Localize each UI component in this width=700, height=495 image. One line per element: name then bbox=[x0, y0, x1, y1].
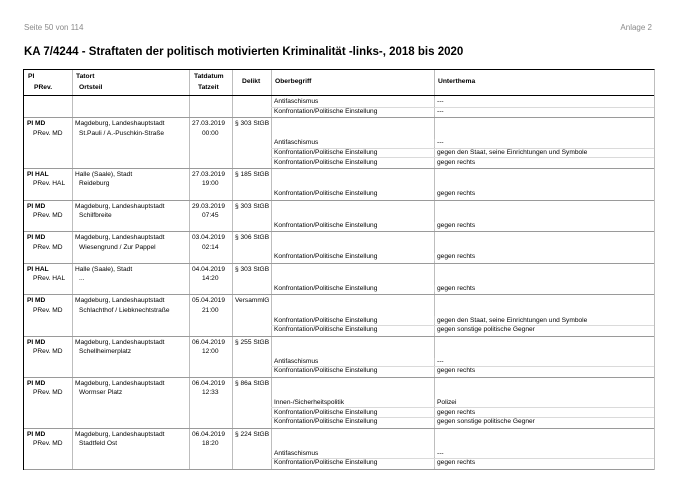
prev-cell: PRev. MD bbox=[33, 348, 63, 356]
tatzeit-cell: 18:20 bbox=[202, 440, 219, 448]
tatort-cell: Magdeburg, Landeshauptstadt bbox=[75, 297, 165, 305]
ortsteil-cell: Schlachthof / Liebknechtstraße bbox=[79, 306, 170, 314]
header-tatzeit: Tatzeit bbox=[198, 84, 219, 91]
unterthema-cell: gegen sonstige politische Gegner bbox=[437, 418, 535, 426]
tatzeit-cell: 19:00 bbox=[202, 180, 219, 188]
table-header bbox=[24, 70, 654, 96]
delikt-cell: § 255 StGB bbox=[235, 338, 270, 346]
delikt-cell: § 86a StGB bbox=[235, 379, 270, 387]
oberbegriff-cell: Konfrontation/Politische Einstellung bbox=[274, 221, 378, 229]
annex-label: Anlage 2 bbox=[620, 23, 652, 32]
header-oberbegriff: Oberbegriff bbox=[275, 78, 312, 85]
tatort-cell: Halle (Saale), Stadt bbox=[75, 265, 133, 273]
pi-cell: PI MD bbox=[27, 297, 46, 305]
tatdatum-cell: 27.03.2019 bbox=[192, 120, 226, 128]
table-row bbox=[24, 378, 654, 429]
pi-cell: PI MD bbox=[27, 234, 46, 242]
tatzeit-cell: 07:45 bbox=[202, 212, 219, 220]
table-row bbox=[24, 232, 654, 264]
unterthema-cell: gegen rechts bbox=[437, 221, 476, 229]
prev-cell: PRev. MD bbox=[33, 389, 63, 397]
tatdatum-cell: 29.03.2019 bbox=[192, 202, 226, 210]
tatdatum-cell: 27.03.2019 bbox=[192, 170, 226, 178]
unterthema-cell: gegen rechts bbox=[437, 459, 476, 467]
unterthema-cell: --- bbox=[437, 357, 444, 365]
delikt-cell: § 303 StGB bbox=[235, 120, 270, 128]
oberbegriff-cell: Konfrontation/Politische Einstellung bbox=[274, 316, 378, 324]
header-tatort: Tatort bbox=[76, 73, 95, 80]
oberbegriff-cell: Konfrontation/Politische Einstellung bbox=[274, 253, 378, 261]
table-row-continued bbox=[24, 96, 654, 118]
topic-row bbox=[271, 458, 654, 468]
pi-cell: PI MD bbox=[27, 338, 46, 346]
pi-cell: PI MD bbox=[27, 120, 46, 128]
oberbegriff-cell: Antifaschismus bbox=[274, 139, 319, 147]
tatort-cell: Magdeburg, Landeshauptstadt bbox=[75, 379, 165, 387]
unterthema-cell: gegen rechts bbox=[437, 284, 476, 292]
document-title: KA 7/4244 - Straftaten der politisch motivierten Kriminalität -links-, 2018 bis 2020 bbox=[24, 46, 464, 58]
prev-cell: PRev. MD bbox=[33, 243, 63, 251]
tatdatum-cell: 03.04.2019 bbox=[192, 234, 226, 242]
oberbegriff-cell: Antifaschismus bbox=[274, 98, 319, 106]
topic-row bbox=[271, 157, 654, 167]
table-row bbox=[24, 337, 654, 378]
pi-cell: PI MD bbox=[27, 430, 46, 438]
tatort-cell: Magdeburg, Landeshauptstadt bbox=[75, 430, 165, 438]
header-pi: PI bbox=[28, 73, 35, 80]
delikt-cell: § 303 StGB bbox=[235, 202, 270, 210]
header-unterthema: Unterthema bbox=[438, 78, 476, 85]
delikt-cell: VersammlG bbox=[235, 297, 270, 305]
prev-cell: PRev. HAL bbox=[33, 275, 66, 283]
unterthema-cell: gegen den Staat, seine Einrichtungen und Symbole bbox=[437, 148, 588, 156]
prev-cell: PRev. MD bbox=[33, 306, 63, 314]
tatzeit-cell: 02:14 bbox=[202, 243, 219, 251]
ortsteil-cell: St.Pauli / A.-Puschkin-Straße bbox=[79, 129, 165, 137]
header-ortsteil: Ortsteil bbox=[79, 84, 103, 91]
unterthema-cell: gegen sonstige politische Gegner bbox=[437, 326, 535, 334]
ortsteil-cell: ... bbox=[79, 275, 85, 283]
unterthema-cell: --- bbox=[437, 107, 444, 115]
tatzeit-cell: 12:00 bbox=[202, 348, 219, 356]
table-row bbox=[24, 429, 654, 470]
ortsteil-cell: Wiesengrund / Zur Pappel bbox=[79, 243, 156, 251]
oberbegriff-cell: Konfrontation/Politische Einstellung bbox=[274, 326, 378, 334]
ortsteil-cell: Wormser Platz bbox=[79, 389, 123, 397]
unterthema-cell: --- bbox=[437, 139, 444, 147]
header-prev: PRev. bbox=[34, 84, 53, 91]
unterthema-cell: gegen rechts bbox=[437, 253, 476, 261]
unterthema-cell: --- bbox=[437, 449, 444, 457]
unterthema-cell: gegen den Staat, seine Einrichtungen und Symbole bbox=[437, 316, 588, 324]
page-counter: Seite 50 von 114 bbox=[24, 23, 84, 32]
topic-row bbox=[271, 252, 654, 262]
oberbegriff-cell: Konfrontation/Politische Einstellung bbox=[274, 418, 378, 426]
topic-row bbox=[271, 189, 654, 199]
topic-row bbox=[271, 107, 654, 117]
unterthema-cell: --- bbox=[437, 98, 444, 106]
tatort-cell: Halle (Saale), Stadt bbox=[75, 170, 133, 178]
pi-cell: PI MD bbox=[27, 202, 46, 210]
topic-row bbox=[271, 325, 654, 335]
tatdatum-cell: 06.04.2019 bbox=[192, 430, 226, 438]
prev-cell: PRev. MD bbox=[33, 212, 63, 220]
tatzeit-cell: 00:00 bbox=[202, 129, 219, 137]
tatzeit-cell: 12:33 bbox=[202, 389, 219, 397]
pi-cell: PI HAL bbox=[27, 265, 49, 273]
ortsteil-cell: Reideburg bbox=[79, 180, 110, 188]
oberbegriff-cell: Konfrontation/Politische Einstellung bbox=[274, 408, 378, 416]
tatort-cell: Magdeburg, Landeshauptstadt bbox=[75, 234, 165, 242]
table-body bbox=[24, 96, 654, 470]
ortsteil-cell: Schellheimerplatz bbox=[79, 348, 132, 356]
oberbegriff-cell: Antifaschismus bbox=[274, 357, 319, 365]
header-tatdatum: Tatdatum bbox=[194, 73, 224, 80]
tatdatum-cell: 04.04.2019 bbox=[192, 265, 226, 273]
header-delikt: Delikt bbox=[242, 78, 261, 85]
oberbegriff-cell: Konfrontation/Politische Einstellung bbox=[274, 284, 378, 292]
topic-row bbox=[271, 284, 654, 294]
table-row bbox=[24, 201, 654, 233]
delikt-cell: § 306 StGB bbox=[235, 234, 270, 242]
delikt-cell: § 224 StGB bbox=[235, 430, 270, 438]
delikt-cell: § 185 StGB bbox=[235, 170, 270, 178]
unterthema-cell: gegen rechts bbox=[437, 190, 476, 198]
prev-cell: PRev. MD bbox=[33, 440, 63, 448]
tatort-cell: Magdeburg, Landeshauptstadt bbox=[75, 338, 165, 346]
oberbegriff-cell: Konfrontation/Politische Einstellung bbox=[274, 367, 378, 375]
table-row bbox=[24, 295, 654, 336]
unterthema-cell: gegen rechts bbox=[437, 367, 476, 375]
prev-cell: PRev. MD bbox=[33, 129, 63, 137]
oberbegriff-cell: Konfrontation/Politische Einstellung bbox=[274, 107, 378, 115]
tatdatum-cell: 05.04.2019 bbox=[192, 297, 226, 305]
ortsteil-cell: Stadtfeld Ost bbox=[79, 440, 118, 448]
tatort-cell: Magdeburg, Landeshauptstadt bbox=[75, 202, 165, 210]
table-row bbox=[24, 169, 654, 201]
pi-cell: PI MD bbox=[27, 379, 46, 387]
unterthema-cell: gegen rechts bbox=[437, 408, 476, 416]
oberbegriff-cell: Konfrontation/Politische Einstellung bbox=[274, 459, 378, 467]
topic-row bbox=[271, 417, 654, 427]
pi-cell: PI HAL bbox=[27, 170, 49, 178]
delikt-cell: § 303 StGB bbox=[235, 265, 270, 273]
tatzeit-cell: 21:00 bbox=[202, 306, 219, 314]
ortsteil-cell: Schilfbreite bbox=[79, 212, 112, 220]
table-row bbox=[24, 118, 654, 169]
unterthema-cell: gegen rechts bbox=[437, 158, 476, 166]
oberbegriff-cell: Antifaschismus bbox=[274, 449, 319, 457]
oberbegriff-cell: Konfrontation/Politische Einstellung bbox=[274, 158, 378, 166]
unterthema-cell: Polizei bbox=[437, 398, 457, 406]
topic-row bbox=[271, 366, 654, 376]
table-row bbox=[24, 264, 654, 296]
topic-row bbox=[271, 221, 654, 231]
oberbegriff-cell: Konfrontation/Politische Einstellung bbox=[274, 148, 378, 156]
tatort-cell: Magdeburg, Landeshauptstadt bbox=[75, 120, 165, 128]
prev-cell: PRev. HAL bbox=[33, 180, 66, 188]
tatzeit-cell: 14:20 bbox=[202, 275, 219, 283]
tatdatum-cell: 06.04.2019 bbox=[192, 338, 226, 346]
crime-table bbox=[23, 69, 655, 470]
tatdatum-cell: 06.04.2019 bbox=[192, 379, 226, 387]
oberbegriff-cell: Konfrontation/Politische Einstellung bbox=[274, 190, 378, 198]
oberbegriff-cell: Innen-/Sicherheitspolitik bbox=[274, 398, 345, 406]
